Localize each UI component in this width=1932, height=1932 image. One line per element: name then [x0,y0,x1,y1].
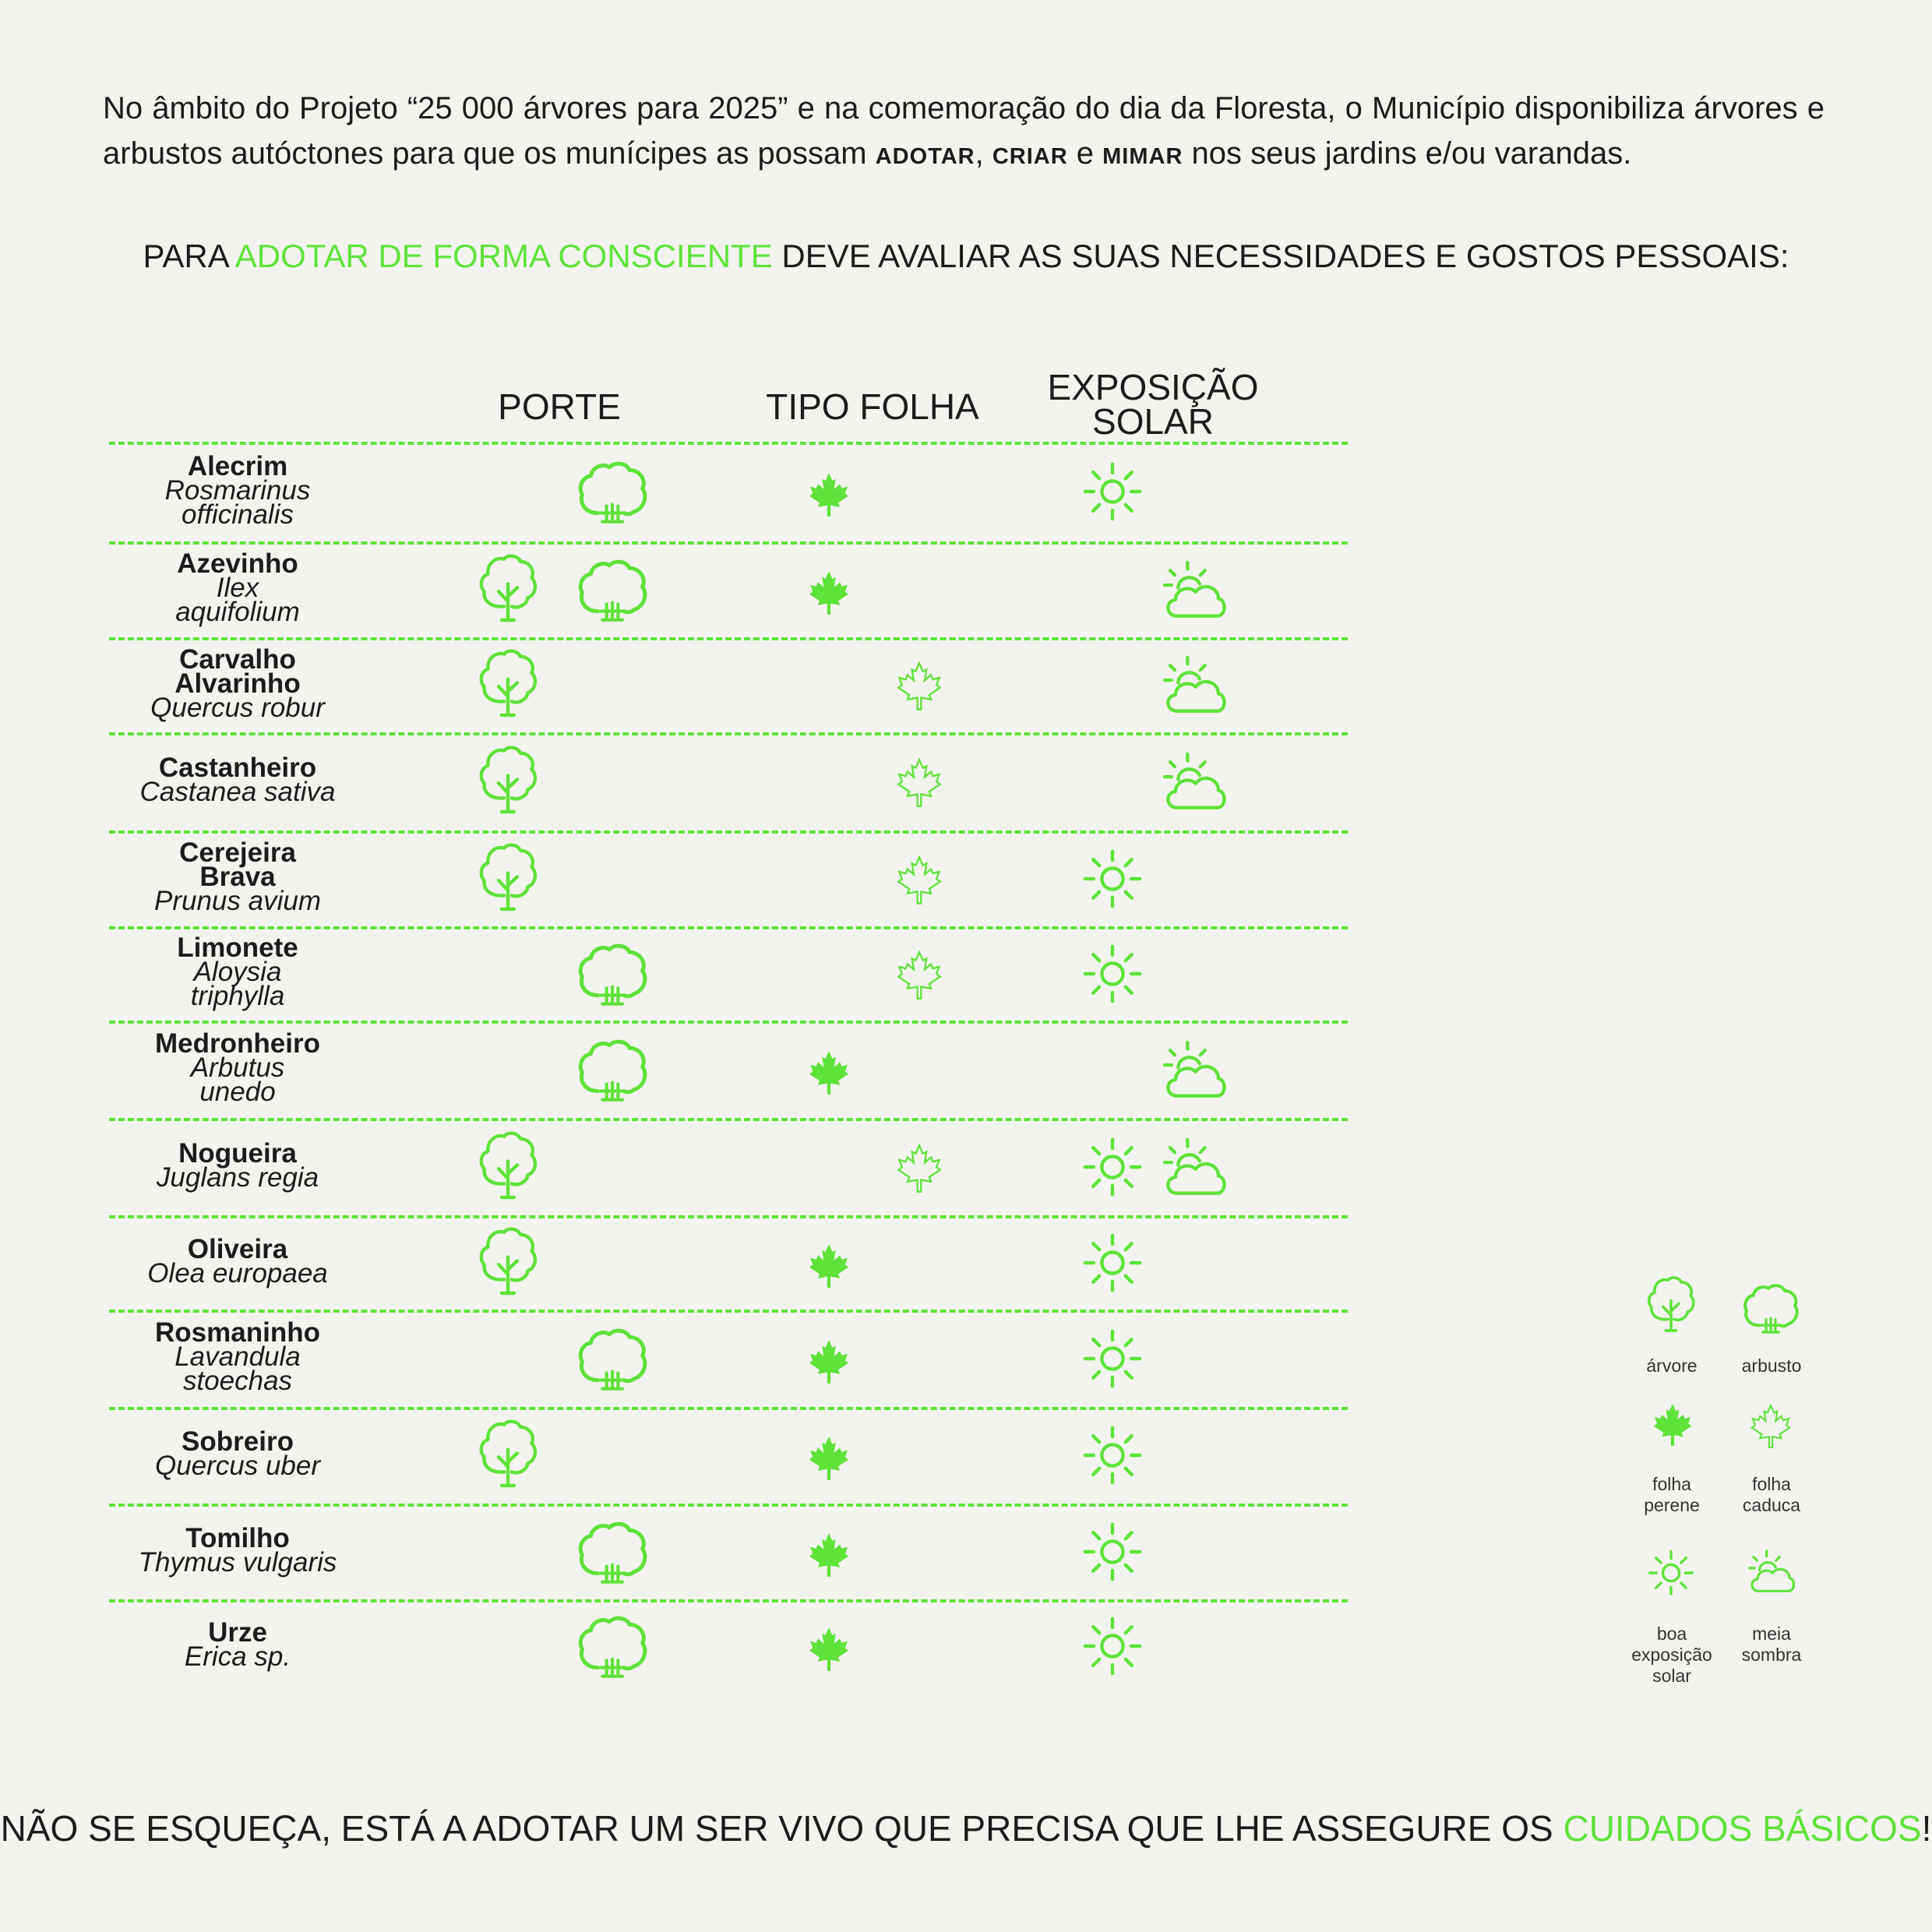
deciduous-leaf-icon [896,661,943,711]
intro-text-1: No âmbito do Projeto “25 000 árvores para 2025” e na comemoração do dia da Floresta, o Município disponibiliza árvores e arbustos autóctones para que os munícipes as possam [103,91,1824,171]
shrub-icon [576,1323,648,1394]
plant-scientific-name: unedo [199,1077,276,1107]
row-divider [109,442,1348,445]
plant-name [117,933,358,1011]
plant-common-name: Nogueira [178,1137,297,1169]
plant-common-name: Azevinho [177,548,298,579]
tree-icon [477,840,539,916]
plant-name [117,643,358,723]
evergreen-leaf-icon [807,471,851,518]
subtitle-highlight: ADOTAR DE FORMA CONSCIENTE [234,238,773,274]
plant-name [117,837,358,916]
plant-common-name: Cerejeira [179,837,296,868]
tree-icon [477,1224,539,1300]
row-divider [109,1021,1348,1024]
legend-label-line: árvore [1646,1356,1698,1376]
plant-scientific-name: Erica sp. [184,1641,291,1672]
legend-label-line: meia [1752,1624,1791,1644]
plant-common-name: Brava [199,862,276,892]
sun-icon [1081,1232,1144,1294]
legend-label-line: boa [1656,1624,1687,1644]
row-divider [109,1118,1348,1121]
plant-scientific-name: Thymus vulgaris [138,1546,337,1578]
shrub-icon [576,938,648,1010]
intro-mimar: MIMAR [1102,144,1183,169]
legend-label-line: sombra [1741,1645,1802,1665]
footer-highlight: CUIDADOS BÁSICOS [1563,1808,1922,1849]
row-divider [109,926,1348,929]
intro-paragraph [103,86,1824,179]
column-header-exposicao-line2: SOLAR [1092,401,1214,442]
column-header-exposicao-solar [1028,367,1278,442]
evergreen-leaf-icon [807,1626,851,1673]
plant-scientific-name: triphylla [190,981,285,1011]
row-divider [109,830,1348,834]
plant-scientific-name: Rosmarinus [164,474,311,506]
plant-scientific-name: Arbutus [190,1052,285,1083]
legend-evergreen-leaf-icon [1652,1402,1694,1447]
plant-name [117,1028,358,1107]
plant-common-name: Sobreiro [182,1426,294,1457]
intro-adotar: ADOTAR [875,144,975,169]
legend-label-line: caduca [1742,1495,1801,1515]
plant-name [117,1137,358,1193]
row-divider [109,1215,1348,1218]
legend-label-caduca [1713,1474,1830,1516]
plant-common-name: Urze [208,1617,267,1648]
plant-name [117,548,358,627]
sun-icon [1081,848,1144,910]
subtitle-pre: PARA [143,238,235,274]
legend-sun-icon [1647,1549,1695,1597]
plant-scientific-name: Quercus robur [150,692,325,723]
plant-common-name: Limonete [177,933,298,963]
subtitle-post: DEVE AVALIAR AS SUAS NECESSIDADES E GOSTOS PESSOAIS: [772,238,1789,274]
tree-icon [477,551,539,627]
plant-scientific-name: aquifolium [175,597,300,627]
plant-scientific-name: Aloysia [193,957,282,987]
plant-scientific-name: Prunus avium [154,886,321,916]
row-divider [109,1599,1348,1602]
plant-name [117,1522,358,1578]
plant-common-name: Rosmaninho [155,1317,320,1348]
row-divider [109,1407,1348,1410]
tree-icon [477,1416,539,1493]
column-header-tipo-folha: TIPO FOLHA [766,386,979,427]
legend-deciduous-leaf-icon [1750,1404,1792,1449]
plant-scientific-name: Quercus uber [154,1451,321,1481]
evergreen-leaf-icon [807,1435,851,1482]
footer-pre: NÃO SE ESQUEÇA, ESTÁ A ADOTAR UM SER VIVO QUE PRECISA QUE LHE ASSEGURE OS [0,1808,1564,1849]
sun-icon [1081,943,1144,1005]
sun-icon [1081,1136,1144,1198]
legend-shrub-icon [1742,1279,1800,1337]
legend-label-line: folha [1752,1474,1791,1494]
plant-name [117,1317,358,1396]
partial-shade-icon [1161,749,1228,816]
footer-post: ! [1921,1808,1932,1849]
evergreen-leaf-icon [807,569,851,616]
plant-scientific-name: Olea europaea [147,1257,328,1289]
tree-icon [477,1128,539,1204]
partial-shade-icon [1161,1134,1228,1201]
sun-icon [1081,460,1144,523]
sun-icon [1081,1327,1144,1390]
tree-icon [477,742,539,819]
deciduous-leaf-icon [896,855,943,905]
plant-name [117,1426,358,1481]
legend-label-line: folha [1652,1474,1691,1494]
legend-partial-shade-icon [1747,1547,1796,1597]
legend-label-line: solar [1652,1666,1691,1686]
evergreen-leaf-icon [807,1338,851,1385]
plant-common-name: Alecrim [187,450,288,481]
plant-name [117,753,358,807]
row-divider [109,732,1348,735]
shrub-icon [576,1034,648,1105]
row-divider [109,637,1348,640]
plant-scientific-name: Castanea sativa [139,777,336,807]
plant-name [117,450,358,530]
sun-icon [1081,1424,1144,1486]
shrub-icon [576,554,648,626]
evergreen-leaf-icon [807,1243,851,1289]
intro-criar: CRIAR [992,144,1068,169]
plant-common-name: Medronheiro [155,1028,320,1059]
sun-icon [1081,1615,1144,1677]
tree-icon [477,646,539,722]
row-divider [109,1310,1348,1313]
plant-common-name: Tomilho [185,1522,290,1553]
plant-scientific-name: Lavandula [175,1341,301,1372]
plant-common-name: Castanheiro [158,753,317,783]
legend-label-arbusto [1713,1356,1830,1377]
deciduous-leaf-icon [896,758,943,808]
legend-label-line: perene [1644,1495,1700,1515]
evergreen-leaf-icon [807,1532,851,1578]
shrub-icon [576,1610,648,1682]
column-header-porte: PORTE [498,386,621,427]
intro-sep-1: , [975,136,992,171]
evergreen-leaf-icon [807,1049,851,1096]
plant-scientific-name: officinalis [182,499,294,530]
legend-label-sombra [1713,1624,1830,1666]
plant-common-name: Carvalho [179,643,296,675]
plant-scientific-name: Ilex [216,573,259,603]
shrub-icon [576,1516,648,1588]
legend-label-line: exposição [1631,1645,1712,1665]
sun-icon [1081,1521,1144,1583]
plant-common-name: Alvarinho [175,668,301,699]
row-divider [109,1504,1348,1507]
partial-shade-icon [1161,557,1228,624]
shrub-icon [576,456,648,527]
plant-scientific-name: Juglans regia [156,1162,319,1193]
footer-note [0,1807,1932,1849]
plant-scientific-name: stoechas [182,1366,293,1396]
plant-name [117,1617,358,1672]
row-divider [109,541,1348,545]
partial-shade-icon [1161,1037,1228,1104]
column-header-exposicao-line1: EXPOSIÇÃO [1047,367,1259,407]
legend-tree-icon [1645,1273,1697,1337]
intro-text-2: nos seus jardins e/ou varandas. [1183,136,1632,171]
intro-sep-2: e [1067,136,1103,171]
partial-shade-icon [1161,652,1228,719]
plant-common-name: Oliveira [187,1233,288,1264]
deciduous-leaf-icon [896,1144,943,1193]
subtitle [0,238,1932,275]
deciduous-leaf-icon [896,950,943,1000]
plant-name [117,1233,358,1289]
legend-label-line: arbusto [1741,1356,1802,1376]
